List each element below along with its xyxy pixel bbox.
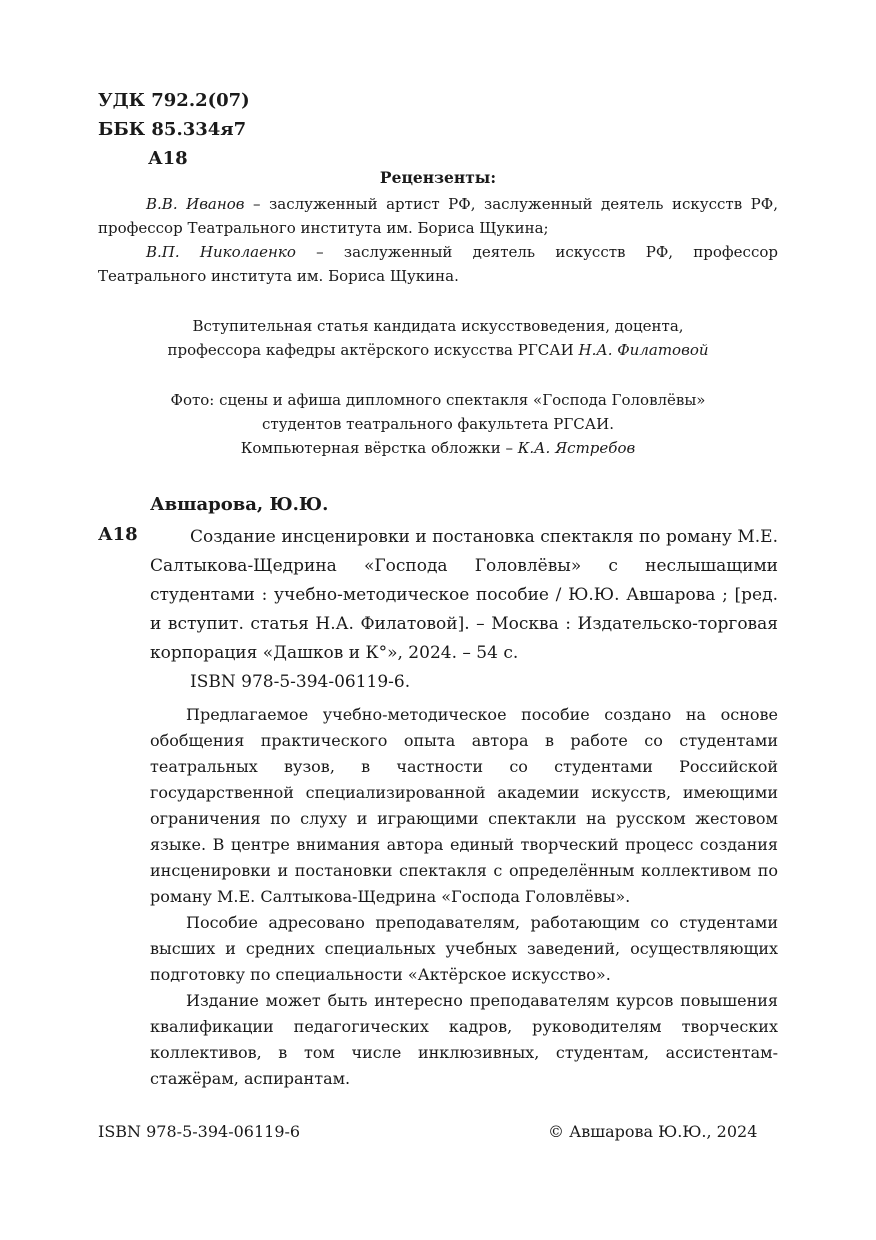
annotation-paragraph-3: Издание может быть интересно преподавателям курсов повышения квалификации педагогических кадров, руководителям творческих коллективов, в том числе инклюзивных, студентам, ассистентам-стажёрам, аспирантам. — [150, 991, 778, 1088]
intro-line-2-text: профессора кафедры актёрского искусства РГСАИ — [167, 341, 579, 359]
annotation — [150, 702, 778, 1092]
bibliographic-description — [150, 523, 778, 697]
book-author: Авшарова, Ю.Ю. — [150, 494, 329, 515]
intro-editor-name: Н.А. Филатовой — [578, 341, 709, 359]
author-mark: А18 — [148, 148, 188, 169]
photo-line-2: студентов театрального факультета РГСАИ. — [262, 415, 614, 433]
reviewer-1-text: – заслуженный артист РФ, заслуженный деятель искусств РФ, профессор Театрального института им. Бориса Щукина; — [98, 195, 778, 237]
photo-line-3-text: Компьютерная вёрстка обложки – — [240, 439, 518, 457]
reviewer-1 — [98, 192, 778, 240]
footer-copyright: © Авшарова Ю.Ю., 2024 — [548, 1122, 758, 1141]
intro-line-2 — [0, 338, 876, 362]
book-isbn: ISBN 978-5-394-06119-6. — [190, 672, 411, 692]
reviewers-title: Рецензенты: — [379, 168, 497, 187]
book-author-mark: А18 — [98, 524, 138, 545]
reviewer-2-name: В.П. Николаенко — [146, 243, 296, 261]
photo-line-3 — [0, 436, 876, 460]
intro-line-1: Вступительная статья кандидата искусствоведения, доцента, — [192, 317, 684, 335]
annotation-paragraph-2: Пособие адресовано преподавателям, работающим со студентами высших и средних специальных учебных заведений, осуществляющих подготовку по специальности «Актёрское искусство». — [150, 913, 778, 984]
classification-codes — [98, 86, 250, 173]
udk-code: УДК 792.2(07) — [98, 90, 250, 111]
annotation-paragraph-1: Предлагаемое учебно-методическое пособие создано на основе обобщения практического опыта автора в работе со студентами театральных вузов, в частности со студентами Российской государственной специализированной академии искусств, имеющими ограничения по слуху и играющими спектакли на русском жестовом языке. В центре внимания автора единый творческий процесс создания инсценировки и постановки спектакля с определённым коллективом по роману М.Е. Салтыкова-Щедрина «Господа Головлёвы». — [150, 705, 778, 906]
cover-designer-name: К.А. Ястребов — [517, 439, 636, 457]
intro-note — [0, 314, 876, 362]
reviewer-2 — [98, 240, 778, 288]
book-description: Создание инсценировки и постановка спектакля по роману М.Е. Салтыкова-Щедрина «Господа Головлёвы» с неслышащими студентами : учебно-методическое пособие / Ю.Ю. Авшарова ; [ред. и вступит. статья Н.А. Филатовой]. – Москва : Издательско-торговая корпорация «Дашков и К°», 2024. – 54 с. — [150, 527, 778, 663]
footer-isbn: ISBN 978-5-394-06119-6 — [98, 1122, 301, 1141]
bbk-code: ББК 85.334я7 — [98, 119, 247, 140]
reviewer-2-text: – заслуженный деятель искусств РФ, профессор Театрального института им. Бориса Щукина. — [98, 243, 778, 285]
photo-line-1: Фото: сцены и афиша дипломного спектакля «Господа Головлёвы» — [170, 391, 706, 409]
photo-credits — [0, 388, 876, 460]
reviewer-1-name: В.В. Иванов — [146, 195, 245, 213]
